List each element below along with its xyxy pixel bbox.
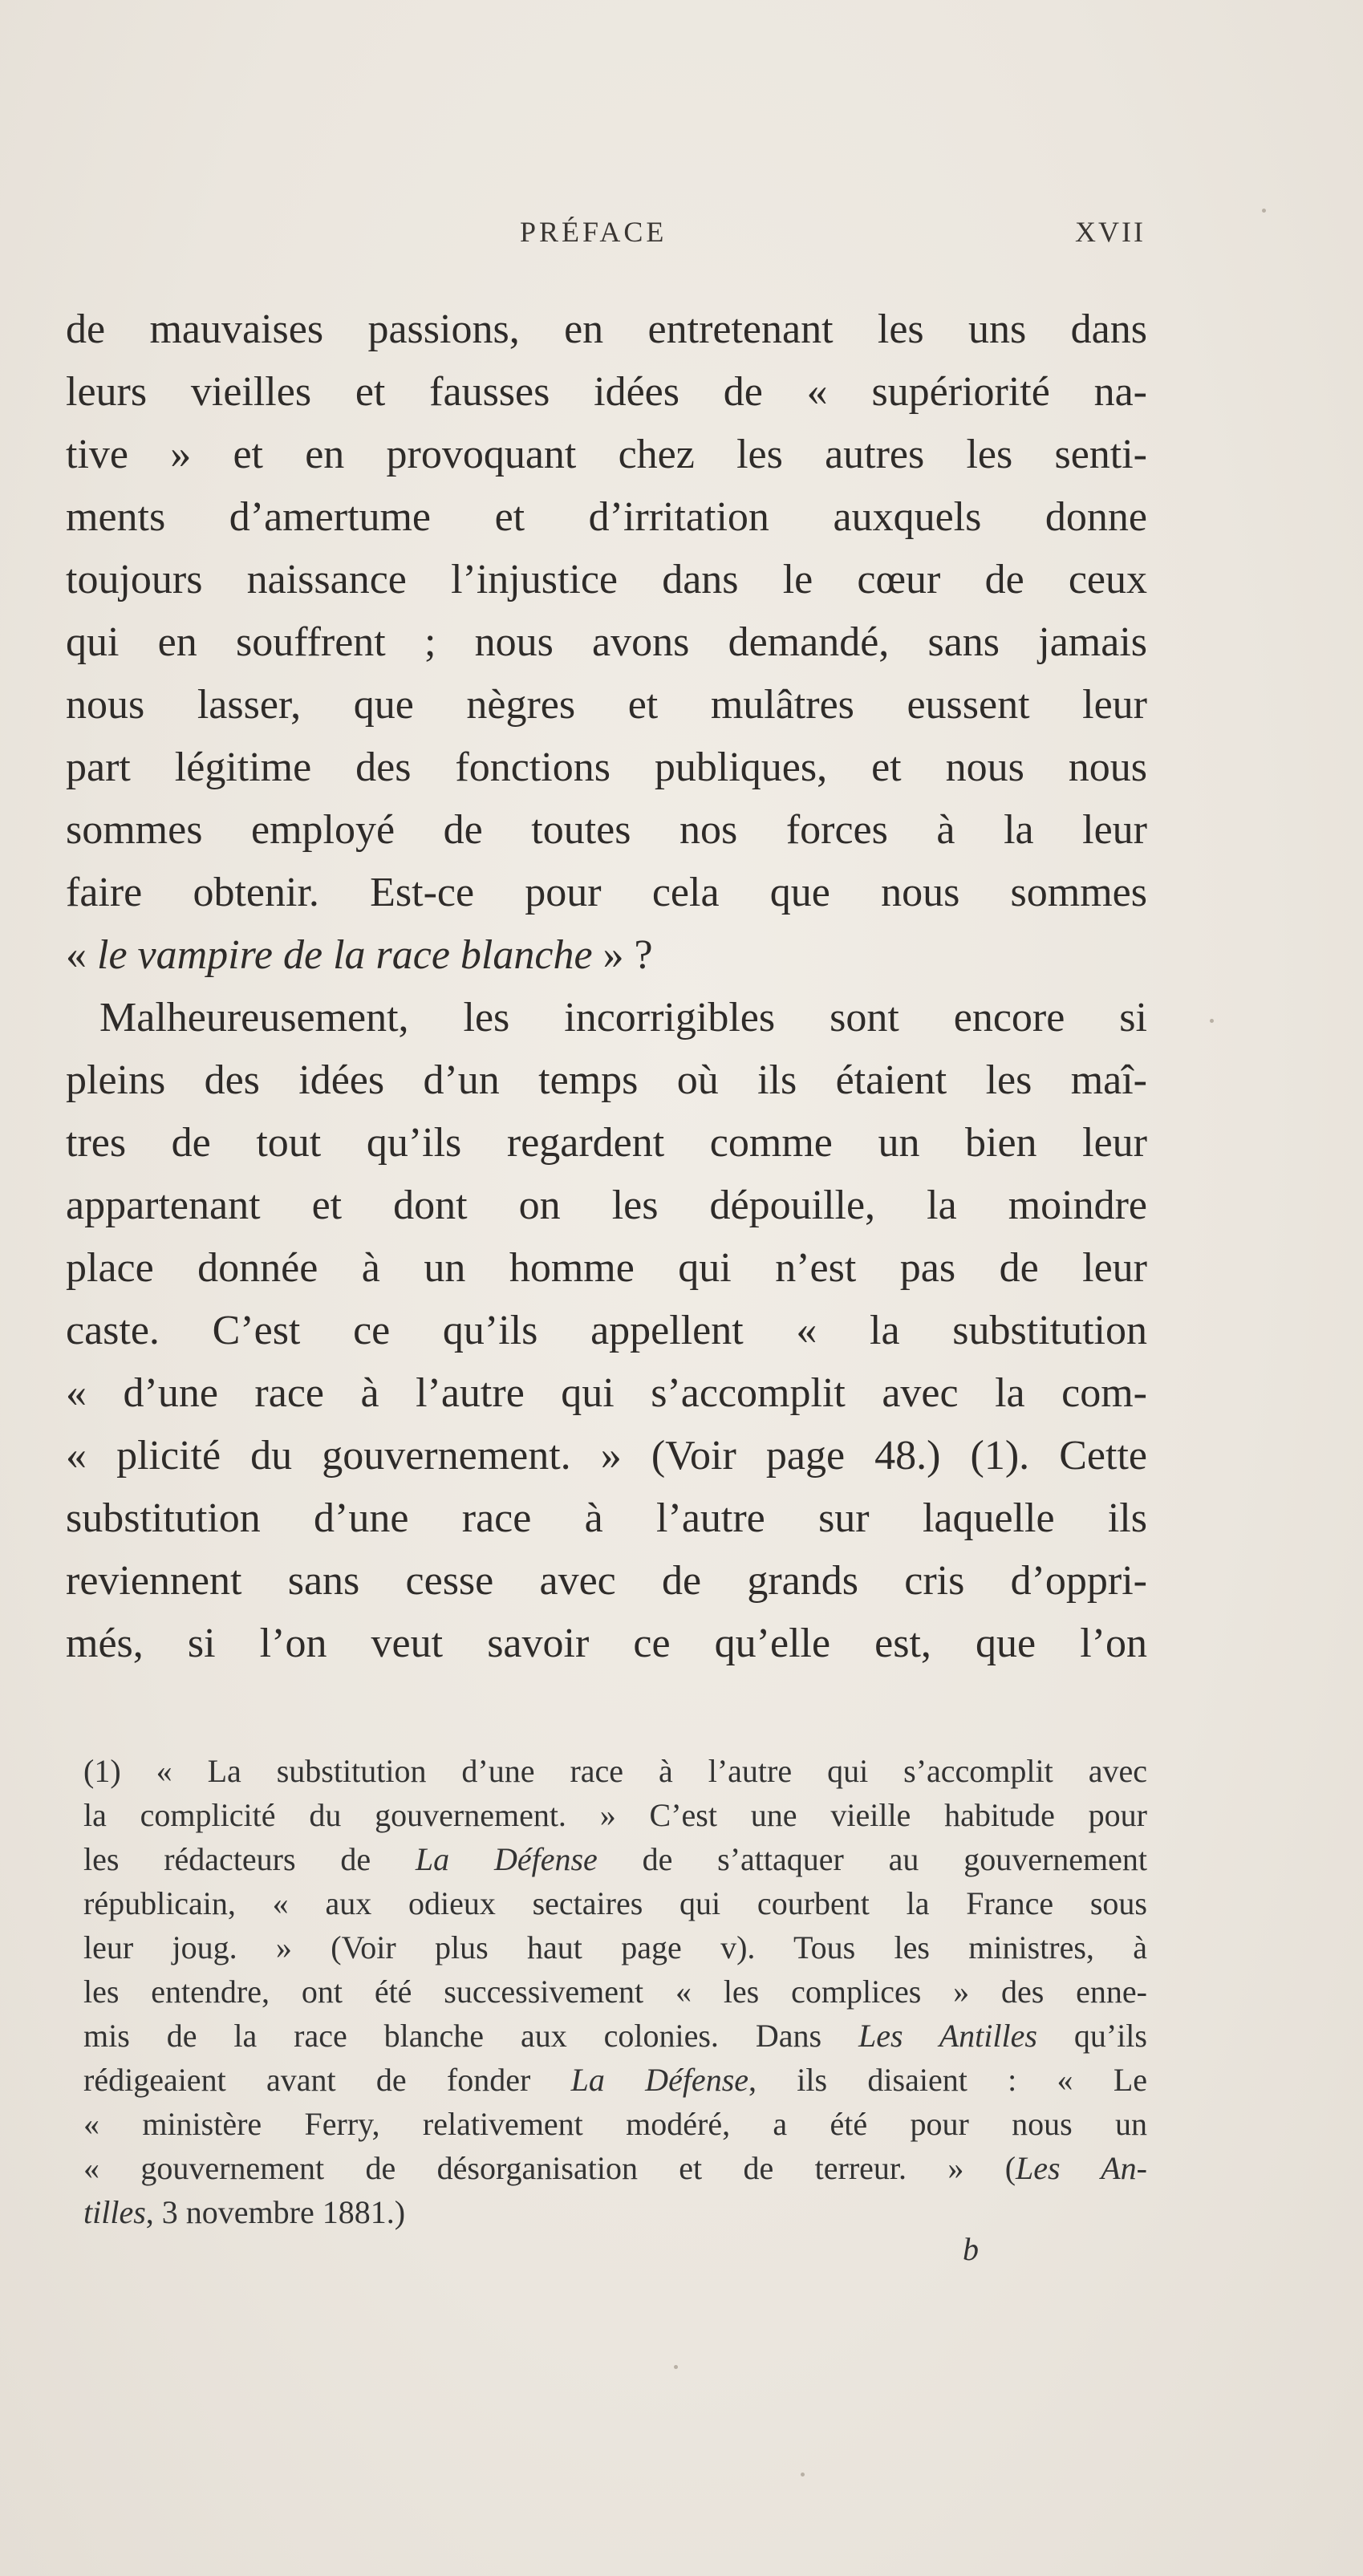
footnote-text: de s’attaquer au gouvernement <box>597 1841 1147 1877</box>
text-line: place donnée à un homme qui n’est pas de leur <box>66 1245 1147 1291</box>
footnote-title-italic: Les Antilles <box>858 2018 1037 2054</box>
text-line: sommes employé de toutes nos forces à la leur <box>66 807 1147 853</box>
footnote-line <box>83 2190 1147 2234</box>
footnote-line <box>83 2014 1147 2058</box>
text-line: tive » et en provoquant chez les autres les senti- <box>66 432 1147 477</box>
footnote-line: les entendre, ont été successivement « les complices » des enne- <box>83 1974 1147 2010</box>
text-line: appartenant et dont on les dépouille, la moindre <box>66 1183 1147 1228</box>
footnote-title-italic: La Défense <box>415 1841 598 1877</box>
text-line: reviennent sans cesse avec de grands cris d’oppri- <box>66 1558 1147 1604</box>
text-line: leurs vieilles et fausses idées de « supériorité na- <box>66 369 1147 415</box>
text-line: part légitime des fonctions publiques, et nous nous <box>66 744 1147 790</box>
text-line: caste. C’est ce qu’ils appellent « la substitution <box>66 1308 1147 1353</box>
footnote-text: qu’ils <box>1036 2018 1147 2054</box>
text-line: nous lasser, que nègres et mulâtres eussent leur <box>66 682 1147 728</box>
footnote-title-italic: Les An- <box>1016 2150 1147 2186</box>
footnote-line: leur joug. » (Voir plus haut page v). Tous les ministres, à <box>83 1929 1147 1965</box>
footnote-text: rédigeaient avant de fonder <box>83 2062 571 2098</box>
footnote-text: , ils disaient : « Le <box>748 2062 1148 2098</box>
text-line-paragraph-start: Malheureusement, les incorrigibles sont encore si <box>99 995 1147 1041</box>
footnote-text: « gouvernement de désorganisation et de terreur. » ( <box>83 2150 1016 2186</box>
text-line: tres de tout qu’ils regardent comme un bien leur <box>66 1120 1147 1166</box>
footnote-line: « ministère Ferry, relativement modéré, a été pour nous un <box>83 2106 1147 2142</box>
footnote-title-italic: tilles <box>83 2194 146 2230</box>
quote-close: » ? <box>592 932 653 978</box>
signature-mark: b <box>963 2231 979 2267</box>
running-title: PRÉFACE <box>520 216 667 248</box>
paper-speck <box>1262 209 1266 213</box>
footnote-line: la complicité du gouvernement. » C’est une vieille habitude pour <box>83 1797 1147 1833</box>
footnote-line <box>83 2146 1147 2190</box>
paper-speck <box>674 2365 678 2369</box>
footnote <box>83 1749 1147 2234</box>
footnote-line: (1) « La substitution d’une race à l’autre qui s’accomplit avec <box>83 1753 1147 1789</box>
text-line: més, si l’on veut savoir ce qu’elle est, que l’on <box>66 1621 1147 1666</box>
footnote-line: républicain, « aux odieux sectaires qui courbent la France sous <box>83 1885 1147 1921</box>
text-line: pleins des idées d’un temps où ils étaient les maî- <box>66 1057 1147 1103</box>
text-line: substitution d’une race à l’autre sur laquelle ils <box>66 1495 1147 1541</box>
quote-italic: le vampire de la race blanche <box>97 932 593 978</box>
text-line: qui en souffrent ; nous avons demandé, sans jamais <box>66 619 1147 665</box>
paper-speck <box>1210 1019 1214 1023</box>
paper-speck <box>801 2473 805 2477</box>
text-line: faire obtenir. Est-ce pour cela que nous sommes <box>66 870 1147 915</box>
text-line: « plicité du gouvernement. » (Voir page 48.) (1). Cette <box>66 1433 1147 1479</box>
page-number: XVII <box>1075 216 1146 248</box>
text-line: ments d’amertume et d’irritation auxquels donne <box>66 494 1147 540</box>
text-line: de mauvaises passions, en entretenant les uns dans <box>66 306 1147 352</box>
footnote-text: , 3 novembre 1881.) <box>145 2194 406 2230</box>
footnote-text: mis de la race blanche aux colonies. Dans <box>83 2018 858 2054</box>
quote-open: « <box>66 932 97 978</box>
footnote-title-italic: La Défense <box>570 2062 749 2098</box>
text-line: toujours naissance l’injustice dans le cœur de ceux <box>66 557 1147 602</box>
main-text <box>66 298 1147 1675</box>
footnote-line <box>83 2058 1147 2102</box>
text-line: « d’une race à l’autre qui s’accomplit avec la com- <box>66 1370 1147 1416</box>
page-header <box>71 215 1146 263</box>
text-line-quote <box>66 924 1147 987</box>
footnote-text: les rédacteurs de <box>83 1841 416 1877</box>
footnote-line <box>83 1837 1147 1881</box>
